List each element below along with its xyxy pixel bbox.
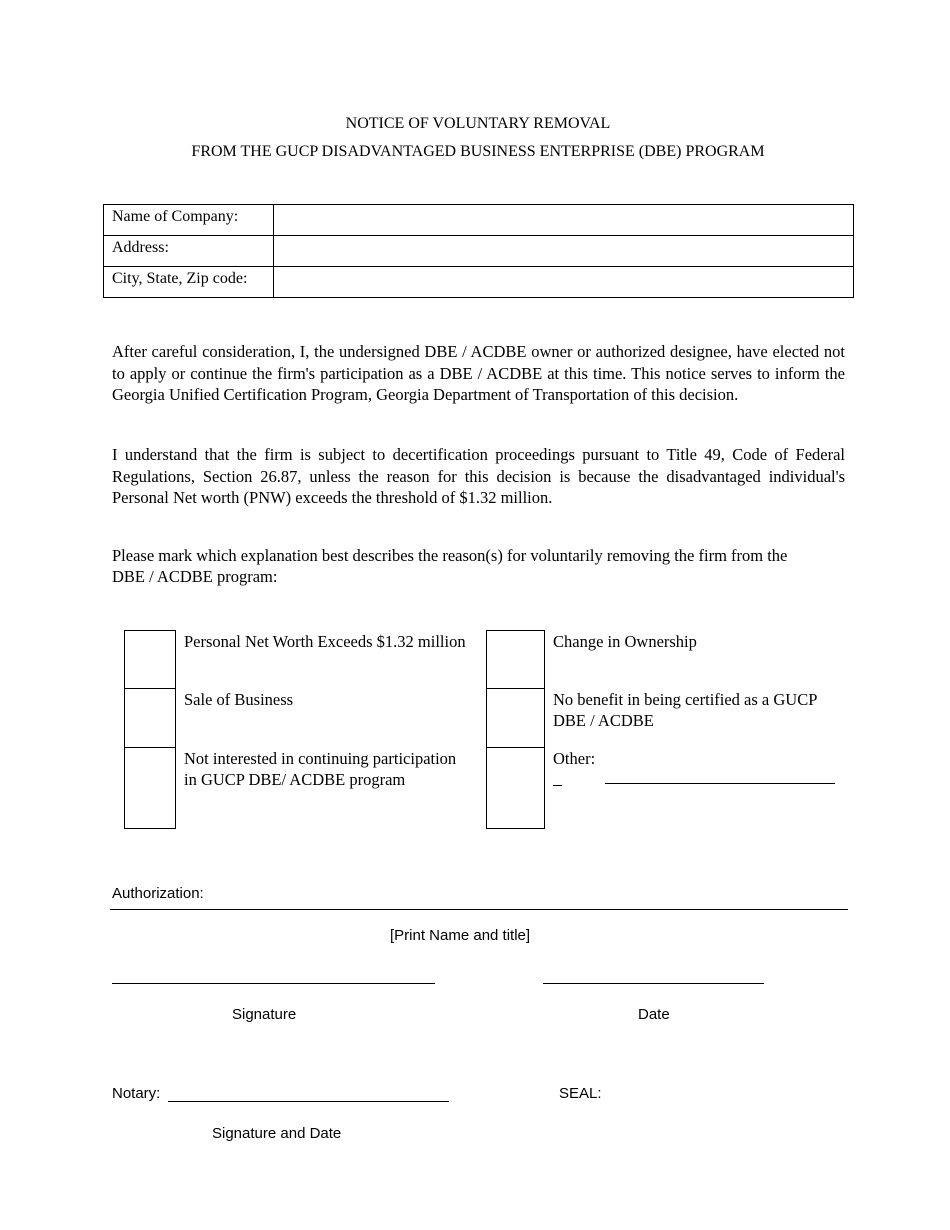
other-reason-field[interactable] <box>605 783 835 784</box>
checkbox-sale-of-business[interactable] <box>124 688 176 748</box>
decertification-paragraph: I understand that the firm is subject to decertification proceedings pursuant to Title 49, Code of Federal Regulations, Section 26.87, unless the reason for this decision is because the disadvantaged individual's Personal Net worth (PNW) exceeds the threshold of $1.32 million. <box>112 445 845 507</box>
company-info-table <box>103 204 854 298</box>
address-label: Address: <box>104 236 274 267</box>
notary-label: Notary: <box>112 1085 161 1102</box>
company-name-field[interactable] <box>274 205 854 236</box>
signature-field[interactable] <box>112 983 435 984</box>
print-name-caption: [Print Name and title] <box>390 927 531 944</box>
company-name-label: Name of Company: <box>104 205 274 236</box>
instruction-line-1: Please mark which explanation best describes the reason(s) for voluntarily removing the firm from the <box>112 546 788 565</box>
checkbox-other[interactable] <box>486 747 545 829</box>
reason-label-other: Other: <box>553 749 596 768</box>
notary-signature-field[interactable] <box>168 1101 449 1102</box>
address-field[interactable] <box>274 236 854 267</box>
reason-label-sale: Sale of Business <box>184 690 294 709</box>
instruction-line-2: DBE / ACDBE program: <box>112 567 278 586</box>
checkbox-not-interested[interactable] <box>124 747 176 829</box>
form-title-line1: NOTICE OF VOLUNTARY REMOVAL <box>345 115 611 132</box>
authorization-label: Authorization: <box>112 885 204 902</box>
reason-label-pnw: Personal Net Worth Exceeds $1.32 million <box>184 632 466 651</box>
date-caption: Date <box>638 1006 670 1023</box>
city-state-zip-label: City, State, Zip code: <box>104 267 274 298</box>
signature-caption: Signature <box>232 1006 297 1023</box>
table-row <box>104 236 854 267</box>
checkbox-pnw-exceeds[interactable] <box>124 630 176 689</box>
seal-label: SEAL: <box>559 1085 602 1102</box>
reason-label-no-benefit: No benefit in being certified as a GUCP DBE / ACDBE <box>553 690 818 730</box>
checkbox-change-ownership[interactable] <box>486 630 545 689</box>
statement-paragraph: After careful consideration, I, the undersigned DBE / ACDBE owner or authorized designee, have elected not to apply or continue the firm's participation as a DBE / ACDBE at this time. This notice serves to inform the Georgia Unified Certification Program, Georgia Department of Transportation of this decision. <box>112 342 845 404</box>
form-title-line2: FROM THE GUCP DISADVANTAGED BUSINESS ENTERPRISE (DBE) PROGRAM <box>191 143 765 160</box>
reason-label-not-interested: Not interested in continuing participation in GUCP DBE/ ACDBE program <box>184 749 457 789</box>
city-state-zip-field[interactable] <box>274 267 854 298</box>
checkbox-no-benefit[interactable] <box>486 688 545 748</box>
other-short-line <box>553 785 562 786</box>
table-row <box>104 205 854 236</box>
print-name-field[interactable] <box>110 909 848 910</box>
table-row <box>104 267 854 298</box>
notary-caption: Signature and Date <box>212 1125 342 1142</box>
date-field[interactable] <box>543 983 764 984</box>
reason-label-change-ownership: Change in Ownership <box>553 632 697 651</box>
